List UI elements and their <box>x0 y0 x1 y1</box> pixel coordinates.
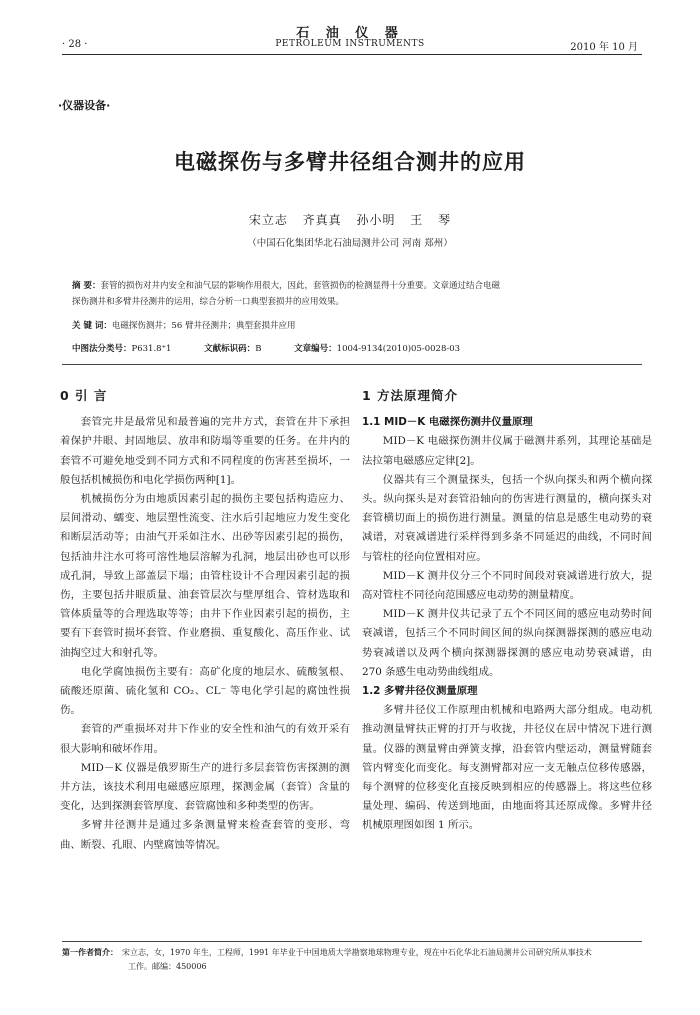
keywords-label: 关 键 词： <box>72 321 112 331</box>
paragraph: 套管完井是最常见和最普遍的完井方式，套管在井下承担着保护井眼、封固地层、放串和防塌等重要的任务。在井内的套管不可避免地受到不同方式和不同程度的伤害甚至损坏，一般包括机械损伤和电化学损伤两种[1]。 <box>60 416 350 486</box>
journal-name-cn: 石 油 仪 器 <box>296 26 404 41</box>
clc <box>72 344 171 354</box>
authors: 宋立志 齐真真 孙小明 王 琴 <box>248 213 452 227</box>
header-rule <box>62 54 642 55</box>
paragraph: 多臂井径测井是通过多条测量臂来检查套管的变形、弯曲、断裂、孔眼、内壁腐蚀等情况。 <box>60 819 350 851</box>
article-number-value: 1004-9134(2010)05-0028-03 <box>336 344 461 354</box>
left-column <box>60 386 350 855</box>
doc-code-label: 文献标识码： <box>204 344 256 354</box>
journal-name-en: PETROLEUM INSTRUMENTS <box>275 39 425 49</box>
footnote-label: 第一作者简介： <box>62 948 118 957</box>
abstract-line-2: 探伤测井和多臂井径测井的运用，综合分析一口典型套损井的应用效果。 <box>72 297 345 307</box>
abstract-label: 摘 要： <box>72 281 101 291</box>
paragraph: 机械损伤分为由地质因素引起的损伤主要包括构造应力、层间滑动、蠕变、地层塑性流变、注水后引起地应力发生变化和断层活动等；由油气开采如注水、出砂等因素引起的损伤，包括油井注水可将可溶性地层溶解为孔洞，地层出砂也可以形成孔洞，导致上部盖层下塌；由管柱设计不合理因素引起的损伤，主要包括井眼质量、油套管层次与壁厚组合、管材选取和管体质量等的合理选取等等；由井下作业因素引起的损伤，主要有下套管时损坏套管、作业磨损、重复酸化、高压作业、试油掏空过大和射孔等。 <box>60 493 350 659</box>
paragraph: MID－K 电磁探伤测井仪属于磁测井系列，其理论基础是法拉第电磁感应定律[2]。 <box>362 435 652 467</box>
article-number <box>294 344 460 354</box>
paragraph: MID－K 测井仪共记录了五个不同区间的感应电动势时间衰减谱，包括三个不同时间区间的纵向探测器探测的感应电动势衰减谱以及两个横向探测器探测的感应电动势衰减谱，由 270 条感生电动势曲线组成。 <box>362 608 652 678</box>
doc-code <box>204 344 261 354</box>
right-column <box>362 386 652 836</box>
clc-label: 中图法分类号： <box>72 344 132 354</box>
subheading-mid-k: 1.1 MID－K 电磁探伤测井仪量原理 <box>362 416 533 429</box>
issue-date: 2010 年 10 月 <box>570 42 638 53</box>
affiliation: （中国石化集团华北石油局测井公司 河南 郑州） <box>247 238 453 249</box>
paragraph: 仪器共有三个测量探头，包括一个纵向探头和两个横向探头。纵向探头是对套管沿轴向的伤害进行测量的，横向探头对套管横切面上的损伤进行测量。测量的信息是感生电动势的衰减谱，对衰减谱进行采样得到多条不同延迟的曲线，不同时间与管柱的径向位置相对应。 <box>362 473 652 563</box>
subheading-multi-arm: 1.2 多臂井径仪测量原理 <box>362 685 478 698</box>
classification-line <box>72 342 490 354</box>
abstract-text-1: 套管的损伤对井内安全和油气层的影响作用很大，因此，套管损伤的检测显得十分重要。文章通过结合电磁 <box>100 281 500 291</box>
abstract-line-1 <box>72 278 632 294</box>
doc-code-value: B <box>255 344 262 354</box>
keywords <box>72 318 632 334</box>
abstract-rule <box>62 364 642 365</box>
paragraph: 套管的严重损坏对井下作业的安全性和油气的有效开采有很大影响和破坏作用。 <box>60 723 350 755</box>
author-footnote <box>62 946 642 974</box>
footnote-text-1: 宋立志，女，1970 年生，工程师，1991 年毕业于中国地质大学勘察地球物理专业，现在中石化华北石油局测井公司研究所从事技术 <box>122 948 592 957</box>
heading-introduction: 0 引 言 <box>60 388 108 403</box>
section-label: ·仪器设备· <box>58 99 111 112</box>
paragraph: 电化学腐蚀损伤主要有：高矿化度的地层水、硫酸氢根、硫酸还原菌、硫化氢和 CO₂、CL⁻ 等电化学引起的腐蚀性损伤。 <box>60 665 350 717</box>
paragraph: MID－K 仪器是俄罗斯生产的进行多层套管伤害探测的测井方法，该技术利用电磁感应原理，探测金属（套管）含量的变化，达到探测套管厚度、套管腐蚀和多种类型的伤害。 <box>60 761 350 813</box>
footnote-rule <box>62 941 642 942</box>
article-number-label: 文章编号： <box>294 344 337 354</box>
page-number: · 28 · <box>62 39 88 50</box>
paragraph: 多臂井径仪工作原理由机械和电路两大部分组成。电动机推动测量臂扶正臂的打开与收拢，井径仪在居中情况下进行测量。仪器的测量臂由弹簧支撑，沿套管内壁运动，测量臂随套管内臂变化而变化。每支测臂都对应一支无触点位移传感器，每个测臂的位移变化直接反映到相应的传感器上。将这些位移量处理、编码、传送到地面，由地面将其还原成像。多臂井径机械原理图如图 1 所示。 <box>362 704 652 832</box>
heading-method: 1 方法原理简介 <box>362 388 459 403</box>
paragraph: MID－K 测井仪分三个不同时间段对衰减谱进行放大，提高对管柱不同径向范围感应电动势的测量精度。 <box>362 569 652 602</box>
footnote-line-1 <box>62 946 642 960</box>
abstract <box>72 278 632 310</box>
footnote-line-2: 工作。邮编：450006 <box>128 962 207 971</box>
keywords-text: 电磁探伤测井；56 臂井径测井；典型套损井应用 <box>111 321 296 331</box>
clc-value: P631.8⁺1 <box>131 344 172 354</box>
paper-title: 电磁探伤与多臂井径组合测井的应用 <box>174 150 526 174</box>
